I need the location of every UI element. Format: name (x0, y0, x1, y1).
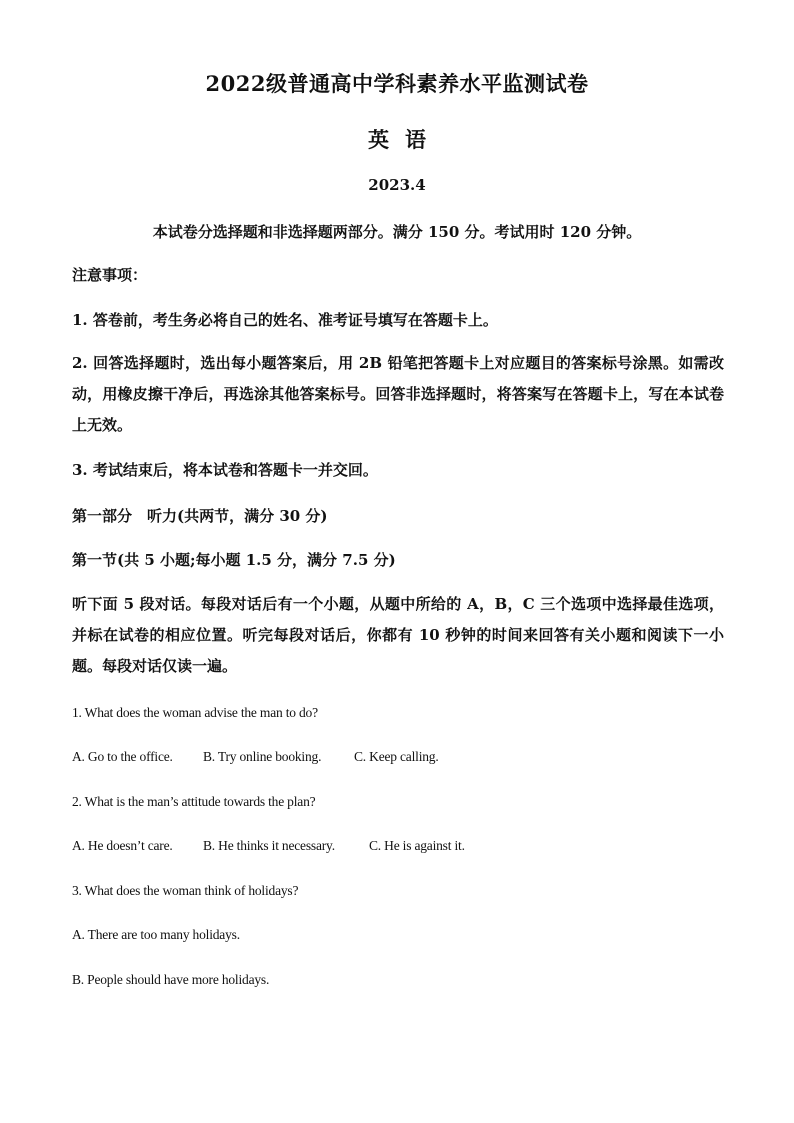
notice-item-1: 1. 答卷前，考生务必将自己的姓名、准考证号填写在答题卡上。 (72, 311, 498, 329)
notice-item-2: 2. 回答选择题时，选出每小题答案后，用 2B 铅笔把答题卡上对应题目的答案标号涂黑。如需改动，用橡皮擦干净后，再选涂其他答案标号。回答非选择题时，将答案写在答题卡上，写在本试卷上无效。 (72, 354, 724, 434)
listening-instructions: 听下面 5 段对话。每段对话后有一个小题，从题中所给的 A，B，C 三个选项中选择最佳选项，并标在试卷的相应位置。听完每段对话后，你都有 10 秒钟的时间来回答有关小题和阅读下一小题。每段对话仅读一遍。 (72, 595, 724, 675)
question-1-stem: 1. What does the woman advise the man to do? (72, 705, 318, 720)
question-2-stem: 2. What is the man’s attitude towards the plan? (72, 794, 316, 809)
exam-date: 2023.4 (368, 176, 426, 194)
subject-title: 英语 (368, 127, 442, 152)
option-c: C. Keep calling. (354, 749, 439, 764)
section-heading: 第一节(共 5 小题;每小题 1.5 分，满分 7.5 分) (72, 551, 396, 569)
option-a: A. Go to the office. (72, 749, 173, 764)
option-a: A. He doesn’t care. (72, 838, 173, 853)
notice-heading: 注意事项： (72, 266, 148, 284)
part-heading: 第一部分 听力(共两节，满分 30 分) (72, 507, 328, 525)
notice-item-3: 3. 考试结束后，将本试卷和答题卡一并交回。 (72, 461, 378, 479)
exam-summary: 本试卷分选择题和非选择题两部分。满分 150 分。考试用时 120 分钟。 (152, 223, 642, 241)
question-3-option-b: B. People should have more holidays. (72, 972, 270, 987)
option-b: B. He thinks it necessary. (203, 838, 335, 853)
question-1-options (72, 748, 724, 766)
option-b: B. Try online booking. (203, 749, 322, 764)
question-3-option-a: A. There are too many holidays. (72, 927, 240, 942)
question-2-options (72, 837, 724, 855)
exam-title: 2022级普通高中学科素养水平监测试卷 (205, 71, 589, 96)
option-c: C. He is against it. (369, 838, 465, 853)
question-3-stem: 3. What does the woman think of holidays? (72, 883, 299, 898)
